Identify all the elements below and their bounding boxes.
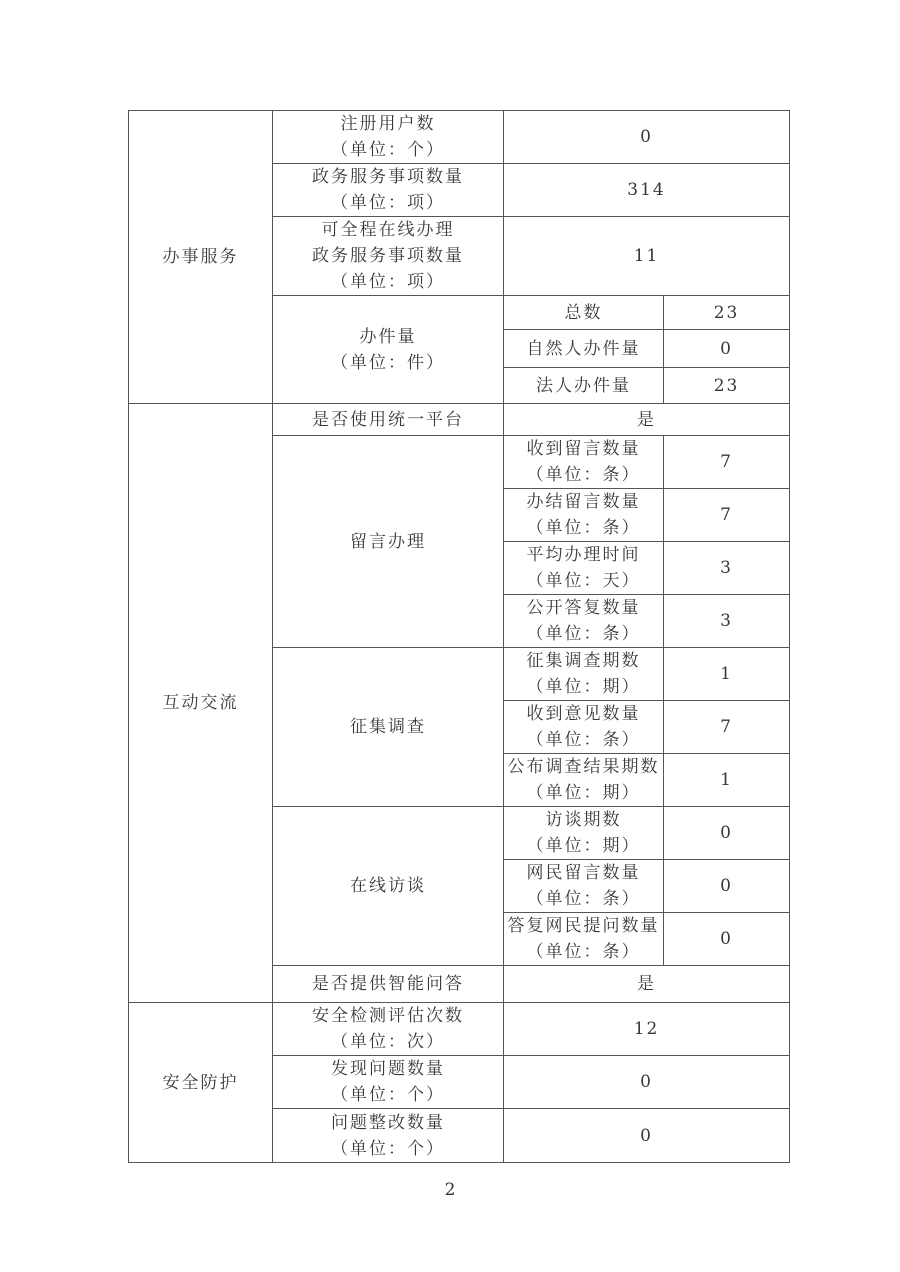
survey-opinions-value-cell: 7 xyxy=(664,701,790,754)
interview-messages-value-cell: 0 xyxy=(664,860,790,913)
problems-fixed-value-cell: 0 xyxy=(504,1109,790,1163)
registered-users-label-cell xyxy=(273,111,504,164)
unit-text: （单位：期） xyxy=(526,677,641,697)
interviews-label-cell: 在线访谈 xyxy=(273,807,504,966)
label-text: 公布调查结果期数 xyxy=(507,757,660,777)
msg-public-replies-value-cell: 3 xyxy=(664,595,790,648)
label-text: 收到意见数量 xyxy=(526,704,641,724)
label-text: 收到留言数量 xyxy=(526,439,641,459)
interview-replies-value-cell: 0 xyxy=(664,913,790,966)
unified-platform-label-cell: 是否使用统一平台 xyxy=(273,404,504,436)
label-text: 答复网民提问数量 xyxy=(507,916,660,936)
problems-found-label-cell xyxy=(273,1056,504,1109)
msg-completed-value-cell: 7 xyxy=(664,489,790,542)
label-text: 政务服务事项数量 xyxy=(312,246,464,266)
smart-qa-label-cell: 是否提供智能问答 xyxy=(273,966,504,1003)
label-text: 办结留言数量 xyxy=(526,492,641,512)
label-text: 注册用户数 xyxy=(340,114,436,134)
report-table xyxy=(128,110,790,1163)
cases-total-label-cell: 总数 xyxy=(504,296,664,330)
unit-text: （单位：个） xyxy=(331,1085,445,1105)
msg-completed-label-cell xyxy=(504,489,664,542)
smart-qa-value-cell: 是 xyxy=(504,966,790,1003)
service-items-value-cell: 314 xyxy=(504,164,790,217)
label-text: 安全检测评估次数 xyxy=(312,1006,464,1026)
unified-platform-value-cell: 是 xyxy=(504,404,790,436)
msg-received-value-cell: 7 xyxy=(664,436,790,489)
label-text: 政务服务事项数量 xyxy=(312,167,464,187)
cases-legal-label-cell: 法人办件量 xyxy=(504,368,664,404)
label-text: 发现问题数量 xyxy=(331,1059,445,1079)
unit-text: （单位：条） xyxy=(526,465,641,485)
unit-text: （单位：次） xyxy=(331,1032,445,1052)
cases-label-cell xyxy=(273,296,504,404)
unit-text: （单位：项） xyxy=(331,193,445,213)
cases-natural-value-cell: 0 xyxy=(664,330,790,368)
cases-natural-label-cell: 自然人办件量 xyxy=(504,330,664,368)
msg-received-label-cell xyxy=(504,436,664,489)
unit-text: （单位：条） xyxy=(526,889,641,909)
unit-text: （单位：天） xyxy=(526,571,641,591)
unit-text: （单位：项） xyxy=(331,272,445,292)
unit-text: （单位：条） xyxy=(526,518,641,538)
unit-text: （单位：期） xyxy=(526,783,641,803)
msg-public-replies-label-cell xyxy=(504,595,664,648)
label-text: 访谈期数 xyxy=(545,810,622,830)
interview-periods-label-cell xyxy=(504,807,664,860)
label-text: 网民留言数量 xyxy=(526,863,641,883)
label-text: 问题整改数量 xyxy=(331,1112,445,1133)
cases-legal-value-cell: 23 xyxy=(664,368,790,404)
unit-text: （单位：期） xyxy=(526,836,641,856)
message-handling-label-cell: 留言办理 xyxy=(273,436,504,648)
service-items-label-cell xyxy=(273,164,504,217)
security-checks-value-cell: 12 xyxy=(504,1003,790,1056)
unit-text: （单位：条） xyxy=(526,942,641,962)
msg-avg-time-value-cell: 3 xyxy=(664,542,790,595)
interview-replies-label-cell xyxy=(504,913,664,966)
unit-text: （单位：件） xyxy=(331,352,445,373)
table-row xyxy=(129,404,790,436)
unit-text: （单位：条） xyxy=(526,730,641,750)
problems-fixed-label-cell xyxy=(273,1109,504,1163)
section-title-interaction: 互动交流 xyxy=(129,404,273,1003)
survey-results-value-cell: 1 xyxy=(664,754,790,807)
unit-text: （单位：条） xyxy=(526,624,641,644)
survey-periods-label-cell xyxy=(504,648,664,701)
interview-messages-label-cell xyxy=(504,860,664,913)
surveys-label-cell: 征集调查 xyxy=(273,648,504,807)
security-checks-label-cell xyxy=(273,1003,504,1056)
registered-users-value-cell: 0 xyxy=(504,111,790,164)
label-text: 征集调查期数 xyxy=(526,651,641,671)
unit-text: （单位：个） xyxy=(331,1138,445,1159)
unit-text: （单位：个） xyxy=(331,140,445,160)
section-title-service: 办事服务 xyxy=(129,111,273,404)
survey-periods-value-cell: 1 xyxy=(664,648,790,701)
survey-results-label-cell xyxy=(504,754,664,807)
online-items-value-cell: 11 xyxy=(504,217,790,296)
page-number: 2 xyxy=(444,1180,456,1200)
cases-total-value-cell: 23 xyxy=(664,296,790,330)
label-text: 公开答复数量 xyxy=(526,598,641,618)
online-items-label-cell xyxy=(273,217,504,296)
label-text: 可全程在线办理 xyxy=(321,220,455,240)
survey-opinions-label-cell xyxy=(504,701,664,754)
section-title-security: 安全防护 xyxy=(129,1003,273,1163)
label-text: 办件量 xyxy=(359,326,417,347)
msg-avg-time-label-cell xyxy=(504,542,664,595)
table-row xyxy=(129,111,790,164)
problems-found-value-cell: 0 xyxy=(504,1056,790,1109)
interview-periods-value-cell: 0 xyxy=(664,807,790,860)
table-row xyxy=(129,1003,790,1056)
label-text: 平均办理时间 xyxy=(526,545,641,565)
